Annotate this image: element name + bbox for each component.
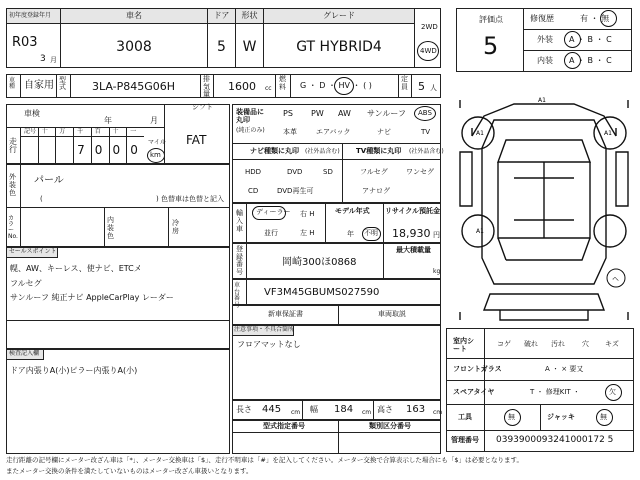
jack-label: ジャッキ — [547, 413, 575, 421]
capacity-label: 定員 — [401, 75, 408, 91]
docs-row — [232, 305, 441, 325]
inspection-month: 月 — [150, 116, 158, 125]
color-note-paren: ( — [40, 195, 43, 203]
divider — [168, 207, 169, 247]
max-load-label: 最大積載量 — [396, 246, 431, 254]
seller-line-1: フロアマットなし — [237, 340, 301, 349]
month-unit: 月 — [50, 56, 57, 64]
spare-label: スペアタイヤ — [453, 388, 495, 396]
parallel-label: 並行 — [264, 229, 278, 237]
divider — [446, 430, 634, 431]
grade-divider — [414, 8, 415, 68]
capacity-value: 5 — [418, 80, 425, 93]
length-value: 445 — [262, 404, 282, 415]
exterior-score-options: A ・ B ・ C — [569, 35, 612, 44]
divider — [164, 104, 165, 164]
diagram-glass-mark: ヘ — [612, 275, 619, 283]
shift-label: シフト — [192, 103, 213, 111]
width-unit: cm — [362, 409, 372, 416]
divider — [302, 400, 303, 420]
odometer-divider — [126, 127, 127, 164]
recycle-label: リサイクル預託金 — [385, 207, 441, 215]
divider — [290, 74, 291, 98]
score-label: 評価点 — [479, 15, 503, 24]
first-registration-label: 初年度登録年月 — [9, 12, 52, 19]
equip-aw: AW — [338, 109, 351, 118]
nav-dvd-play: DVD再生可 — [277, 187, 314, 195]
odometer-header-6: 一 — [130, 128, 137, 135]
divider — [246, 279, 247, 305]
divider — [200, 74, 201, 98]
row2 — [6, 74, 441, 98]
divider — [246, 203, 247, 243]
divider — [398, 74, 399, 98]
model-year-unknown: 不明 — [364, 229, 378, 237]
exterior-selected-circle — [564, 31, 581, 48]
divider — [6, 320, 230, 321]
equip-leather: 本革 — [283, 128, 297, 136]
color-no-block — [6, 207, 230, 247]
divider — [20, 207, 21, 247]
capacity-unit: 人 — [430, 84, 437, 92]
odometer-header-3: 千 — [77, 128, 84, 135]
manual-label: 車両取説 — [378, 310, 406, 318]
diagram-mark-left: A1 — [476, 130, 484, 137]
tv-fullseg: フルセグ — [360, 168, 388, 176]
divider — [383, 203, 384, 243]
dealer-label: ディーラー — [256, 208, 291, 216]
warranty-label: 新車保証書 — [268, 310, 303, 318]
mile-label: マイル — [148, 139, 166, 146]
length-label: 長さ — [236, 405, 252, 414]
tv-analog: アナログ — [362, 187, 390, 195]
selling-line-1: 幌、AW、キーレス、使ナビ、ETCメ — [10, 264, 142, 273]
import-label: 輸入車 — [236, 209, 243, 234]
odometer-header-4: 百 — [94, 128, 101, 135]
footer-line-1: 走行距離の記号欄にメーター改ざん車は「*」、メーター交換車は「$」、走行不明車は「#」を記入してください。メーター交換で合算表示した場合にも「$」は必要となります。 — [6, 456, 523, 464]
odometer-divider — [109, 127, 110, 164]
vin-value: VF3M45GBUMS027590 — [264, 287, 380, 298]
inspector-label: 検査記入欄 — [9, 350, 40, 357]
divider — [338, 420, 339, 454]
recycle-unit: 円 — [433, 231, 440, 239]
color-change-note: ) 色替車は色替と記入 — [156, 195, 224, 203]
divider — [523, 29, 632, 30]
interior-score-label: 内装 — [537, 56, 553, 65]
score-value: 5 — [483, 32, 499, 60]
interior-selected-circle — [564, 52, 581, 69]
divider — [383, 243, 384, 279]
tv-oneseg: ワンセグ — [406, 168, 434, 176]
equip-pw: PW — [311, 109, 324, 118]
odometer-digit: 7 — [77, 143, 85, 157]
equip-abs: ABS — [418, 109, 432, 117]
odometer-header-2: 万 — [59, 128, 66, 135]
jack-selected: 無 — [600, 413, 607, 421]
class-label: 類別区分番号 — [369, 422, 411, 430]
left-hand-label: 左 H — [300, 229, 315, 237]
equip-tv: TV — [421, 128, 431, 136]
displacement-value: 1600 — [228, 80, 256, 93]
divider — [275, 74, 276, 98]
equipment-sub: (純正のみ) — [236, 127, 265, 134]
diagram-mark-top: A1 — [538, 97, 546, 104]
trim-label: 冷房 — [172, 219, 179, 236]
length-unit: cm — [291, 409, 301, 416]
exterior-color-value: パール — [34, 175, 64, 186]
divider — [20, 74, 21, 98]
fuel-selected-circle — [334, 77, 354, 95]
repair-options: 有 ・ 無 — [580, 14, 610, 23]
displacement-label: 排気量 — [203, 75, 210, 99]
plate-value: 岡崎300ほ0868 — [282, 257, 357, 268]
vehicle-kind-label: 車種 — [9, 77, 16, 90]
glass-options: A ・ × 要又 — [545, 365, 584, 373]
nav-dvd: DVD — [287, 168, 303, 176]
divider — [523, 8, 524, 72]
tools-label: 工具 — [458, 413, 472, 421]
type-value: 3LA-P845G06H — [92, 80, 176, 93]
divider — [246, 243, 247, 279]
nav-hdd: HDD — [245, 168, 262, 176]
divider — [373, 400, 374, 420]
seat-item-tear: 破れ — [524, 340, 538, 348]
grade-value: GT HYBRID4 — [296, 39, 382, 55]
interior-color-label: 内装色 — [107, 216, 114, 241]
divider — [446, 358, 634, 359]
interior-score-options: A ・ B ・ C — [569, 56, 612, 65]
vin-label: 車台番号 — [234, 282, 241, 309]
cc-unit: cc — [265, 85, 272, 92]
model-year-unit: 年 — [347, 230, 354, 238]
inspection-label: 車検 — [24, 109, 40, 118]
divider — [70, 74, 71, 98]
type-cert-label: 型式指定番号 — [263, 422, 305, 430]
body-label: 形状 — [241, 11, 258, 20]
run-label: 走行 — [9, 137, 17, 154]
grade-label: グレード — [323, 11, 355, 20]
divider — [213, 74, 214, 98]
spare-options: T ・ 修理KIT ・ — [530, 388, 580, 396]
nav-sd: SD — [323, 168, 333, 176]
equip-sunroof: サンルーフ — [367, 109, 406, 118]
plate-label: 登録番号 — [236, 245, 243, 277]
selling-line-2: フルセグ — [10, 279, 42, 288]
selling-points-label: セールスポイント — [9, 248, 57, 255]
tools-selected: 無 — [508, 413, 515, 421]
diagram-mark-left-rear: A1 — [476, 228, 484, 235]
glass-label: フロントガラス — [453, 365, 502, 373]
equip-ps: PS — [283, 109, 293, 118]
divider — [446, 380, 634, 381]
seat-item-scratch: キズ — [605, 340, 619, 348]
width-value: 184 — [334, 404, 354, 415]
odometer-digit: 0 — [112, 143, 121, 157]
exterior-score-label: 外装 — [537, 35, 553, 44]
odometer-header-1: 十 — [41, 128, 48, 135]
nav-cd: CD — [248, 187, 259, 195]
repair-selected-circle — [600, 10, 617, 27]
tv-type-header: TV種類に丸印 — [356, 147, 402, 155]
divider — [20, 127, 21, 164]
doors-label: ドア — [213, 11, 230, 20]
car-diagram — [454, 88, 634, 328]
nav-type-sub: (社外品含む) — [305, 148, 340, 155]
km-label: km — [150, 151, 161, 159]
usage-value: 自家用 — [24, 80, 54, 91]
fourwd-label: 4WD — [420, 47, 437, 55]
divider — [232, 432, 441, 433]
equip-nav: ナビ — [377, 128, 391, 136]
model-label: 車名 — [126, 11, 142, 20]
first-registration-month: 3 — [40, 54, 46, 64]
tv-type-sub: (社外品含む) — [409, 148, 444, 155]
height-unit: cm — [433, 409, 443, 416]
recycle-value: 18,930 — [392, 227, 431, 240]
seller-notes-block — [232, 325, 441, 400]
color-no-label: カラーNo. — [8, 215, 18, 240]
height-label: 高さ — [377, 405, 393, 414]
height-value: 163 — [406, 404, 426, 415]
model-year-label: モデル年式 — [335, 207, 370, 215]
seat-item-hole: 穴 — [582, 340, 589, 348]
odometer-digit: 0 — [130, 143, 138, 157]
seat-label: 室内シート — [453, 337, 474, 354]
inspection-year: 年 — [104, 116, 112, 125]
divider — [20, 164, 21, 208]
model-name: 3008 — [116, 39, 152, 55]
inspector-line-1: ドア内張りA(小)ピラー内張りA(小) — [10, 366, 138, 375]
inspector-block — [6, 349, 230, 454]
spare-selected: 欠 — [609, 388, 616, 396]
divider — [540, 404, 541, 430]
odometer-divider — [55, 127, 56, 164]
odometer-header-0: 記号 — [24, 128, 37, 135]
fuel-options: G ・ D ・ HV ・ ( ) — [300, 81, 372, 90]
exterior-color-label: 外装色 — [9, 173, 16, 198]
divider — [338, 305, 339, 325]
footer-line-2: またメーター交換の条件を満たしていないものはメーター改ざん車扱いとなります。 — [6, 467, 253, 475]
equip-airbag: エアバック — [316, 128, 351, 136]
divider — [56, 74, 57, 98]
odometer-digit: 0 — [94, 143, 103, 157]
max-load-unit: kg — [433, 268, 441, 275]
twowd-label: 2WD — [421, 23, 438, 31]
fuel-label: 燃料 — [279, 75, 286, 91]
odometer-divider — [91, 127, 92, 164]
seller-notes-label: 注意事項・不具合箇所 — [234, 326, 295, 333]
mgmt-label: 管理番号 — [451, 436, 479, 444]
first-registration-year: R03 — [12, 35, 38, 50]
divider — [523, 50, 632, 51]
divider — [411, 74, 412, 98]
divider — [325, 203, 326, 243]
width-label: 幅 — [310, 405, 318, 414]
equipment-label: 装備品に丸印 — [236, 108, 264, 125]
seat-item-burn: コゲ — [497, 340, 511, 348]
nav-type-header: ナビ種類に丸印 — [250, 147, 299, 155]
selling-line-3: サンルーフ 純正ナビ AppleCarPlay レーダー — [10, 293, 174, 302]
shift-value: FAT — [186, 133, 207, 147]
body-value: W — [242, 39, 257, 55]
doors-value: 5 — [217, 39, 226, 55]
odometer-header-5: 十 — [112, 128, 119, 135]
type-label: 型式 — [59, 76, 66, 91]
odometer-divider — [73, 127, 74, 164]
diagram-mark-right: A1 — [604, 130, 612, 137]
divider — [104, 207, 105, 247]
repair-label: 修復歴 — [530, 14, 554, 23]
mgmt-value: 0393900093241000172 5 — [496, 435, 614, 445]
seat-item-stain: 汚れ — [551, 340, 565, 348]
odometer-divider — [38, 127, 39, 164]
right-hand-label: 右 H — [300, 210, 315, 218]
